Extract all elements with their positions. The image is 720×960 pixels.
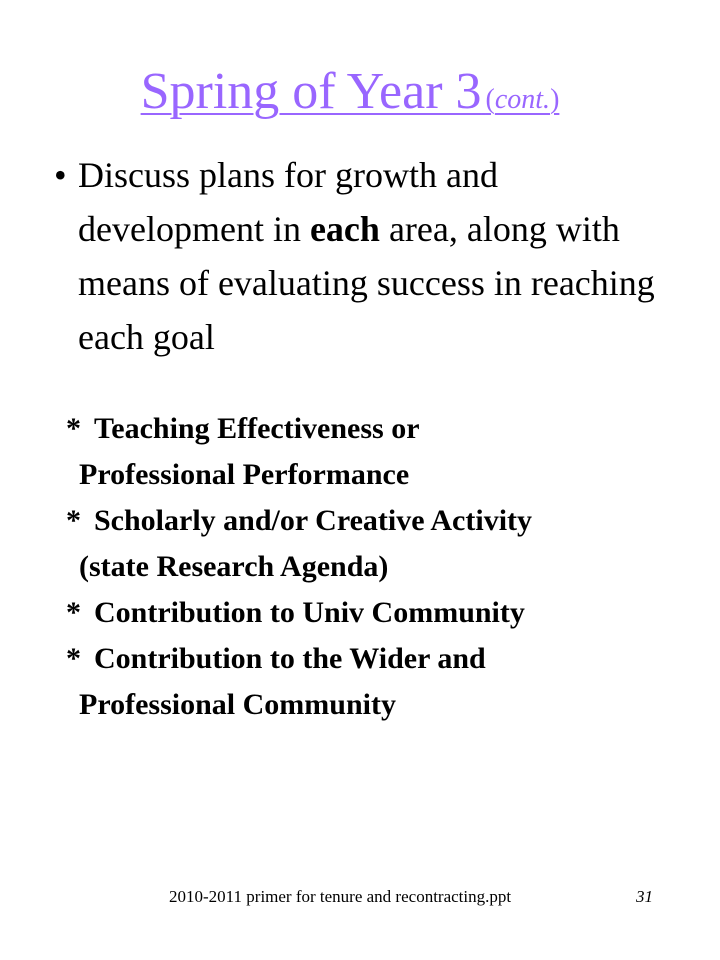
area-star-marker: * bbox=[66, 596, 81, 629]
area-star-marker: * bbox=[66, 504, 81, 537]
area-line-continued: Professional Community bbox=[79, 688, 396, 721]
slide-title-link[interactable] bbox=[140, 63, 560, 120]
slide-title-open-paren: ( bbox=[485, 84, 495, 115]
area-line: Contribution to Univ Community bbox=[94, 596, 525, 629]
area-line: Teaching Effectiveness or bbox=[94, 412, 420, 445]
slide-title-close-paren: ) bbox=[550, 84, 560, 115]
slide-title-main: Spring of Year 3 bbox=[140, 63, 482, 120]
area-item-scholarly bbox=[66, 498, 686, 590]
footer-page-number: 31 bbox=[636, 887, 653, 906]
area-line-continued: Professional Performance bbox=[79, 458, 410, 491]
area-item-wider-community bbox=[66, 636, 686, 728]
slide-title-subtitle: cont. bbox=[494, 84, 551, 115]
slide-title bbox=[0, 62, 700, 121]
bullet-text-after: area, along with means of evaluating success in reaching each goal bbox=[78, 209, 655, 357]
evaluation-areas-list bbox=[66, 406, 686, 728]
area-line: Contribution to the Wider and bbox=[94, 642, 486, 675]
area-star-marker: * bbox=[66, 642, 81, 675]
area-item-univ-community bbox=[66, 590, 686, 636]
bullet-text-before: Discuss plans for growth and development in bbox=[78, 155, 498, 249]
area-line: Scholarly and/or Creative Activity bbox=[94, 504, 533, 537]
bullet-dot-icon: • bbox=[54, 155, 67, 195]
area-star-marker: * bbox=[66, 412, 81, 445]
footer-filename: 2010-2011 primer for tenure and recontracting.ppt bbox=[169, 887, 512, 906]
bullet-text-emphasis: each bbox=[309, 209, 380, 249]
area-item-teaching bbox=[66, 406, 686, 498]
main-bullet bbox=[54, 148, 674, 364]
area-line-continued: (state Research Agenda) bbox=[79, 550, 389, 583]
main-bullet-text bbox=[78, 148, 674, 364]
